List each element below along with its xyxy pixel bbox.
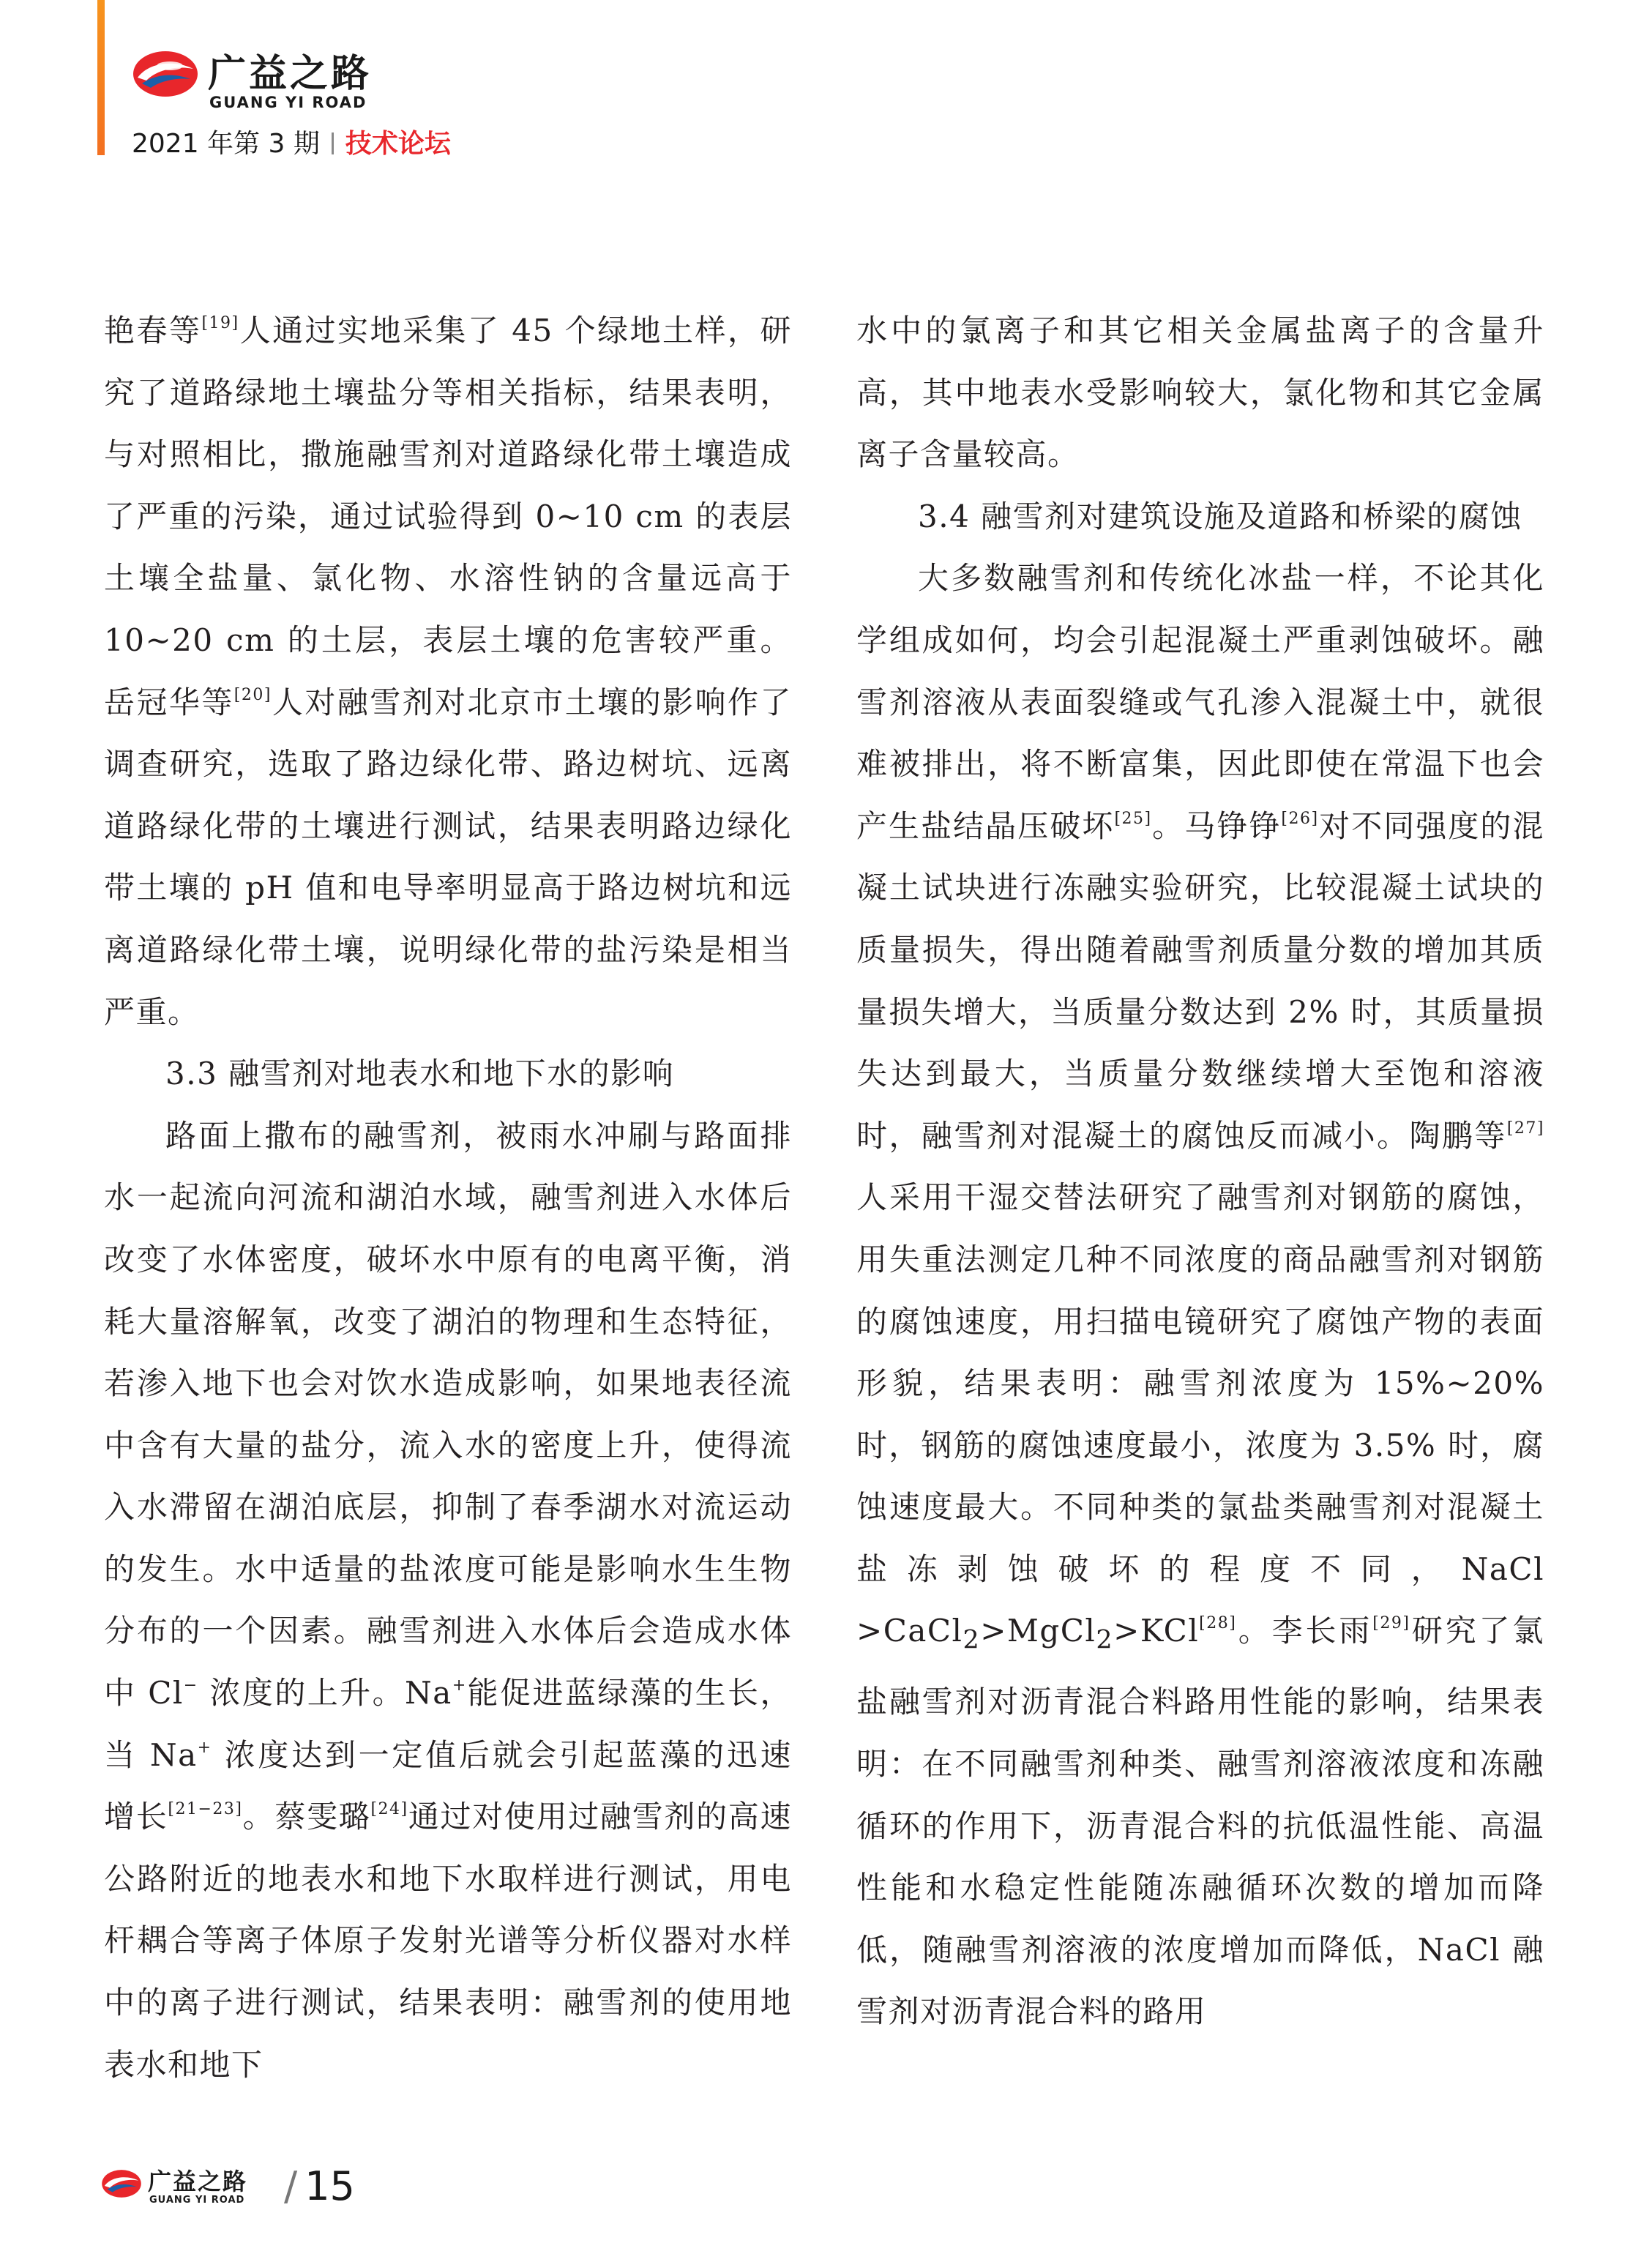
ref-29: [29] [1372,1614,1410,1633]
issue-separator [332,132,334,154]
paragraph-corrosion: 大多数融雪剂和传统化冰盐一样，不论其化学组成如何，均会引起混凝土严重剥蚀破坏。融雪剂溶液从表面裂缝或气孔渗入混凝土中，就很难被排出，将不断富集，因此即使在常温下也会产生盐结晶压破坏[25]。马铮铮[26]对不同强度的混凝土试块进行冻融实验研究，比较混凝土试块的质量损失，得出随着融雪剂质量分数的增加其质量损失增大，当质量分数达到 2% 时，其质量损失达到最大，当质量分数继续增大至饱和溶液时，融雪剂对混凝土的腐蚀反而减小。陶鹏等[27]人采用干湿交替法研究了融雪剂对钢筋的腐蚀，用失重法测定几种不同浓度的商品融雪剂对钢筋的腐蚀速度，用扫描电镜研究了腐蚀产物的表面形貌，结果表明：融雪剂浓度为 15%~20% 时，钢筋的腐蚀速度最小，浓度为 3.5% 时，腐蚀速度最大。不同种类的氯盐类融雪剂对混凝土盐冻剥蚀破坏的程度不同，NaCl >CaCl$_2$>MgCl$_2$>KCl[28]。李长雨[29]研究了氯盐融雪剂对沥青混合料路用性能的影响，结果表明：在不同融雪剂种类、融雪剂溶液浓度和冻融循环的作用下，沥青混合料的抗低温性能、高温性能和水稳定性能随冻融循环次数的增加而降低，随融雪剂溶液的浓度增加而降低，NaCl 融雪剂对沥青混合料的路用 [856,560,1544,2030]
section-name: 技术论坛 [345,129,451,159]
page-number: / 15 [284,2163,355,2209]
brand-logo-icon [101,2168,142,2200]
footer-logo-chinese: 广益之路 [148,2168,248,2195]
left-column [104,300,792,2096]
paragraph-water-impact: 路面上撒布的融雪剂，被雨水冲刷与路面排水一起流向河流和湖泊水域，融雪剂进入水体后改变了水体密度，破坏水中原有的电离平衡，消耗大量溶解氧，改变了湖泊的物理和生态特征，若渗入地下也会对饮水造成影响，如果地表径流中含有大量的盐分，流入水的密度上升，使得流入水滞留在湖泊底层，抑制了春季湖水对流运动的发生。水中适量的盐浓度可能是影响水生生物分布的一个因素。融雪剂进入水体后会造成水体中 Cl− 浓度的上升。Na+能促进蓝绿藻的生长，当 Na+ 浓度达到一定值后就会引起蓝藻的迅速增长[21−23]。蔡雯璐[24]通过对使用过融雪剂的高速公路附近的地表水和地下水取样进行测试，用电杆耦合等离子体原子发射光谱等分析仪器对水样中的离子进行测试，结果表明：融雪剂的使用地表水和地下 [104,1117,792,2083]
footer-logo-english: GUANG YI ROAD [149,2195,245,2206]
paragraph-green-belt-soil: 艳春等[19]人通过实地采集了 45 个绿地土样，研究了道路绿地土壤盐分等相关指标，结果表明，与对照相比，撒施融雪剂对道路绿化带土壤造成了严重的污染，通过试验得到 0~10 cm 的表层土壤全盐量、氯化物、水溶性钠的含量远高于 10~20 cm 的土层，表层土壤的危害较严重。岳冠华等[20]人对融雪剂对北京市土壤的影响作了调查研究，选取了路边绿化带、路边树坑、远离道路绿化带的土壤进行测试，结果表明路边绿化带土壤的 pH 值和电导率明显高于路边树坑和远离道路绿化带土壤，说明绿化带的盐污染是相当严重。 [104,313,792,1030]
heading-3-3: 3.3 融雪剂对地表水和地下水的影响 [165,1056,675,1092]
ref-28: [28] [1199,1614,1237,1633]
ref-19: [19] [201,314,239,332]
brand-logo-icon [132,48,199,100]
ref-26: [26] [1281,809,1319,828]
footer [101,2163,394,2222]
paragraph-water-continued: 水中的氯离子和其它相关金属盐离子的含量升高，其中地表水受影响较大，氯化物和其它金属离子含量较高。 [856,313,1544,473]
header-accent-bar [97,0,105,155]
right-column [856,300,1544,2043]
ref-24: [24] [370,1800,408,1819]
ref-21-23: [21−23] [168,1800,243,1819]
header-logo [132,42,395,116]
ref-27: [27] [1506,1119,1544,1138]
ref-25: [25] [1114,809,1152,828]
heading-3-4: 3.4 融雪剂对建筑设施及道路和桥梁的腐蚀 [918,498,1522,534]
logo-chinese-name: 广益之路 [208,52,373,96]
ref-20: [20] [233,685,272,704]
logo-english-name: GUANG YI ROAD [209,94,367,111]
issue-line [132,123,451,160]
issue-number: 2021 年第 3 期 [132,129,320,159]
